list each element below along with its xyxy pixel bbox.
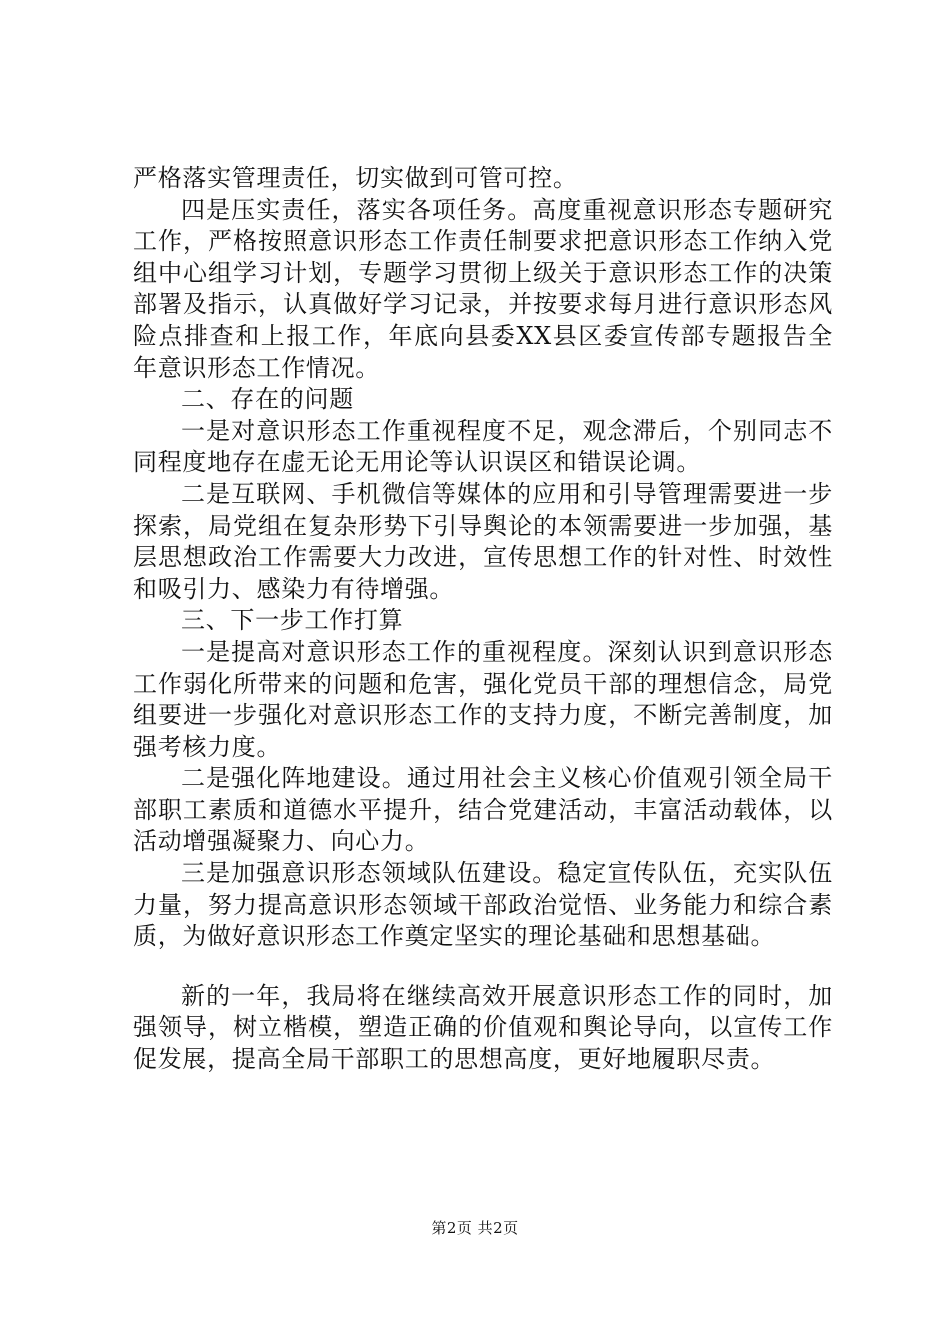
document-body	[133, 163, 833, 1076]
paragraph-spacer	[133, 953, 833, 981]
section-heading-next-steps: 三、下一步工作打算	[181, 606, 404, 635]
paragraph-plan-one: 一是提高对意识形态工作的重视程度。深刻认识到意识形态工作弱化所带来的问题和危害，强化党员干部的理想信念，局党组要进一步强化对意识形态工作的支持力度，不断完善制度，加强考核力度。	[133, 637, 833, 761]
paragraph-plan-two: 二是强化阵地建设。通过用社会主义核心价值观引领全局干部职工素质和道德水平提升，结合党建活动，丰富活动载体，以活动增强凝聚力、向心力。	[133, 764, 833, 856]
page-number-footer: 第2页 共2页	[431, 1219, 519, 1237]
section-heading-problems: 二、存在的问题	[181, 385, 354, 414]
paragraph-task-four: 四是压实责任，落实各项任务。高度重视意识形态专题研究工作，严格按照意识形态工作责任制要求把意识形态工作纳入党组中心组学习计划，专题学习贯彻上级关于意识形态工作的决策部署及指示，认真做好学习记录，并按要求每月进行意识形态风险点排查和上报工作，年底向县委XX县区委宣传部专题报告全年意识形态工作情况。	[133, 195, 833, 382]
paragraph-problem-two: 二是互联网、手机微信等媒体的应用和引导管理需要进一步探索，局党组在复杂形势下引导舆论的本领需要进一步加强，基层思想政治工作需要大力改进，宣传思想工作的针对性、时效性和吸引力、感染力有待增强。	[133, 479, 833, 603]
paragraph-continuation: 严格落实管理责任，切实做到可管可控。	[133, 164, 578, 192]
paragraph-problem-one: 一是对意识形态工作重视程度不足，观念滞后，个别同志不同程度地存在虚无论无用论等认识误区和错误论调。	[133, 416, 833, 477]
paragraph-conclusion: 新的一年，我局将在继续高效开展意识形态工作的同时，加强领导，树立楷模，塑造正确的价值观和舆论导向，以宣传工作促发展，提高全局干部职工的思想高度，更好地履职尽责。	[133, 981, 833, 1074]
paragraph-plan-three: 三是加强意识形态领域队伍建设。稳定宣传队伍，充实队伍力量，努力提高意识形态领域干部政治觉悟、业务能力和综合素质，为做好意识形态工作奠定坚实的理论基础和思想基础。	[133, 859, 833, 951]
